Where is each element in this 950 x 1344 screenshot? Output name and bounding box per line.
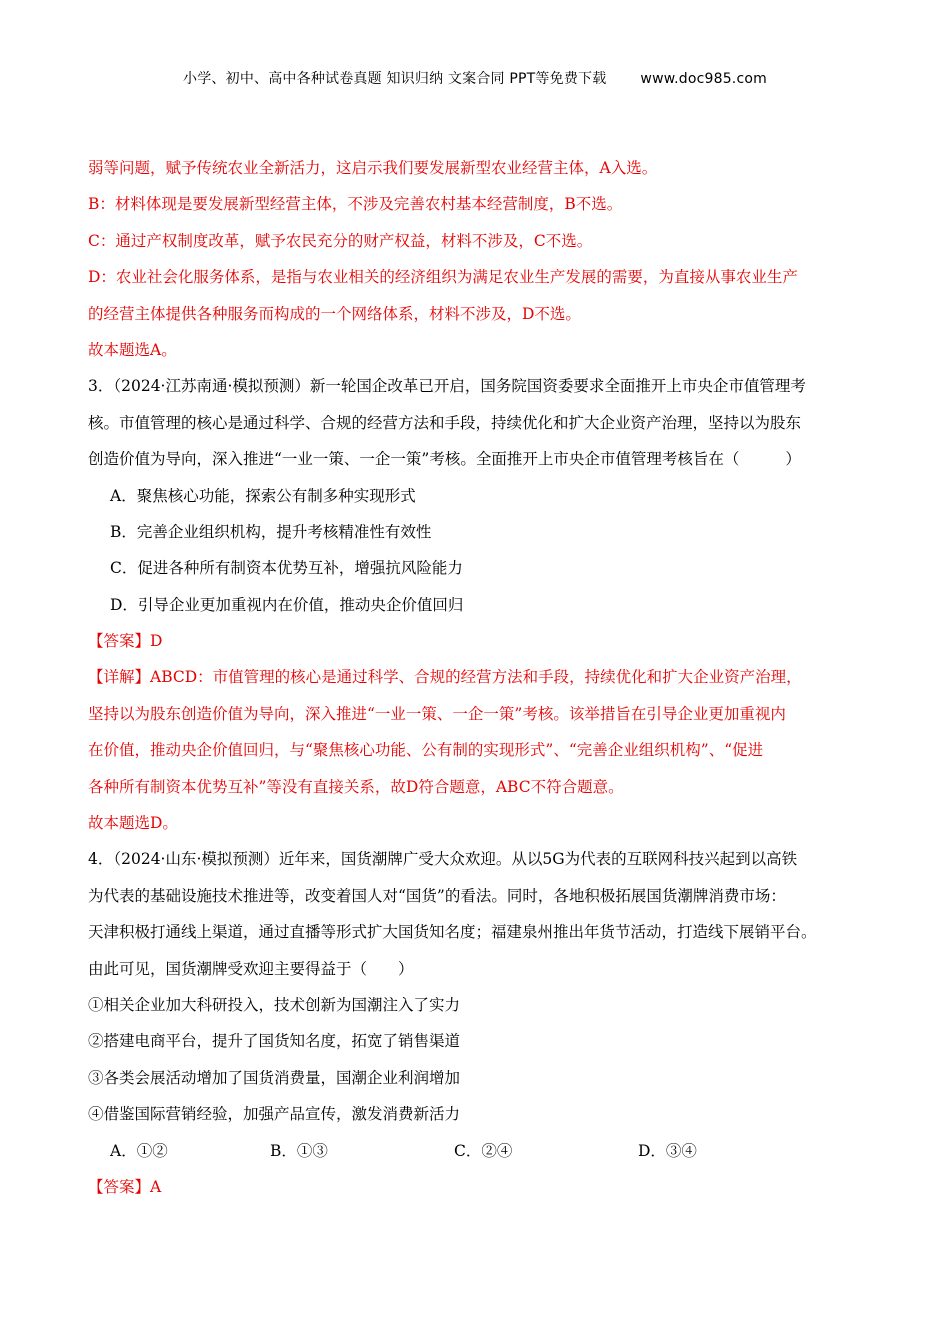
q3-conclusion: 故本题选D。	[88, 814, 178, 833]
q3-stem-line-1: 3．（2024·江苏南通·模拟预测）新一轮国企改革已开启，国务院国资委要求全面推开上市央企市值管理考	[88, 377, 806, 396]
q3-option-d: D．引导企业更加重视内在价值，推动央企价值回归	[110, 595, 464, 614]
q3-option-c: C．促进各种所有制资本优势互补，增强抗风险能力	[110, 559, 463, 578]
q4-choice-a: A．①②	[110, 1141, 168, 1160]
q3-option-a: A．聚焦核心功能，探索公有制多种实现形式	[110, 486, 416, 505]
q3-option-b: B．完善企业组织机构，提升考核精准性有效性	[110, 522, 432, 541]
q4-statement-1: ①相关企业加大科研投入，技术创新为国潮注入了实力	[88, 995, 461, 1014]
q4-stem-line-2: 为代表的基础设施技术推进等，改变着国人对“国货”的看法。同时，各地积极拓展国货潮牌消费市场：	[88, 886, 786, 905]
header-text: 小学、初中、高中各种试卷真题 知识归纳 文案合同 PPT等免费下载	[183, 71, 607, 87]
q2-explanation-line-5: 的经营主体提供各种服务而构成的一个网络体系，材料不涉及，D不选。	[88, 304, 581, 323]
q2-explanation-line-4: D：农业社会化服务体系，是指与农业相关的经济组织为满足农业生产发展的需要，为直接从事农业生产	[88, 268, 798, 287]
q4-answer: 【答案】A	[88, 1177, 162, 1196]
q4-stem-line-3: 天津积极打通线上渠道，通过直播等形式扩大国货知名度；福建泉州推出年货节活动，打造线下展销平台。	[88, 923, 817, 942]
q2-conclusion: 故本题选A。	[88, 340, 177, 359]
header-site-link[interactable]: www.doc985.com	[640, 71, 767, 87]
q2-explanation-line-2: B：材料体现是要发展新型经营主体，不涉及完善农村基本经营制度，B不选。	[88, 195, 623, 214]
document-body	[88, 150, 878, 1205]
q3-answer: 【答案】D	[88, 632, 163, 651]
q2-explanation-line-1: 弱等问题，赋予传统农业全新活力，这启示我们要发展新型农业经营主体，A入选。	[88, 159, 658, 177]
q4-choice-b: B．①③	[270, 1141, 328, 1160]
q3-detail-line-3: 在价值，推动央企价值回归，与“聚焦核心功能、公有制的实现形式”、“完善企业组织机构”、“促进	[88, 741, 764, 760]
q3-detail-line-1: 【详解】ABCD：市值管理的核心是通过科学、合规的经营方法和手段，持续优化和扩大企业资产治理，	[88, 668, 802, 687]
q4-statement-2: ②搭建电商平台，提升了国货知名度，拓宽了销售渠道	[88, 1032, 461, 1051]
q3-detail-line-2: 坚持以为股东创造价值为导向，深入推进“一业一策、一企一策”考核。该举措旨在引导企业更加重视内	[88, 704, 786, 723]
q3-bracket-close: ）	[785, 450, 801, 469]
q4-stem-line-4: 由此可见，国货潮牌受欢迎主要得益于（ ）	[88, 959, 414, 978]
q4-choice-d: D．③④	[638, 1141, 697, 1160]
q3-stem-line-2: 核。市值管理的核心是通过科学、合规的经营方法和手段，持续优化和扩大企业资产治理，坚持以为股东	[88, 413, 802, 432]
page-header	[0, 68, 950, 88]
q3-stem-line-3-text: 创造价值为导向，深入推进“一业一策、一企一策”考核。全面推开上市央企市值管理考核旨在（	[88, 450, 740, 469]
q4-statement-4: ④借鉴国际营销经验，加强产品宣传，激发消费新活力	[88, 1105, 461, 1124]
q4-statement-3: ③各类会展活动增加了国货消费量，国潮企业利润增加	[88, 1068, 461, 1087]
q3-detail-line-4: 各种所有制资本优势互补”等没有直接关系，故D符合题意，ABC不符合题意。	[88, 777, 624, 796]
q3-stem-line-3	[88, 441, 878, 477]
q4-choices	[88, 1133, 878, 1169]
q2-explanation-line-3: C：通过产权制度改革，赋予农民充分的财产权益，材料不涉及，C不选。	[88, 231, 593, 250]
q4-stem-line-1: 4．（2024·山东·模拟预测）近年来，国货潮牌广受大众欢迎。从以5G为代表的互联网科技兴起到以高铁	[88, 850, 798, 869]
q4-choice-c: C．②④	[454, 1141, 513, 1160]
